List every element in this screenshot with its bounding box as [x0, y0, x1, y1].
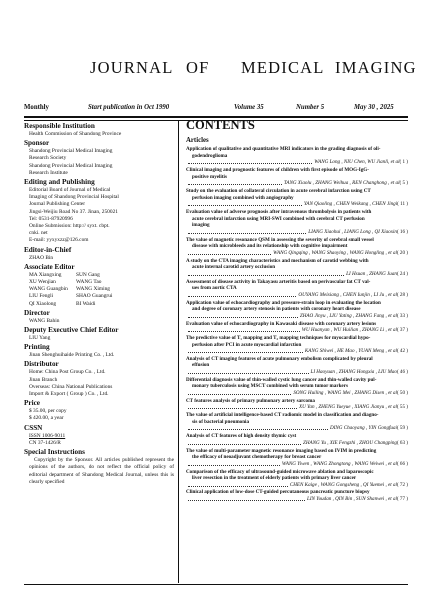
article-title	[186, 335, 408, 348]
article-title-line: and degree of coronary artery stenosis in patients with coronary heart disease	[192, 306, 361, 313]
associate-editor-name: WANG Guangbin	[29, 286, 68, 293]
masthead-line: Shandong Provincial Medical Imaging	[29, 148, 113, 155]
issue-date: May 30 , 2025	[354, 104, 394, 111]
article-entry[interactable]	[186, 279, 408, 299]
volume: Volume 35	[234, 104, 264, 111]
associate-editor-name: WANG Tao	[76, 279, 102, 286]
article-byline	[186, 201, 408, 208]
masthead-line: CN 37-1426/R	[29, 439, 61, 446]
masthead-line: ISSN 1006-9011	[29, 432, 66, 439]
article-authors: LIANG Xiaohui , LIANG Long , QI Xiaoxin	[308, 228, 397, 235]
article-title	[186, 146, 408, 159]
journal-title	[0, 58, 427, 98]
article-title-line: Evaluation value of adverse prognosis after intravenous thrombolysis in patients with	[186, 209, 372, 216]
article-list	[186, 146, 408, 502]
contents-column	[186, 118, 408, 503]
article-byline	[186, 482, 408, 489]
frequency: Monthly	[24, 104, 49, 111]
masthead-line: Home: China Post Group Co. , Ltd.	[29, 369, 106, 376]
article-authors: LIN Youdan , QIN Bin , SUN Shanwei , et al	[307, 496, 397, 503]
article-title-line: Clinical imaging and prognostic features of children with first episode of MOG-IgG-	[186, 167, 369, 174]
article-title-line: Evaluation value of echocardiography in Kawasaki disease with coronary artery lesions	[186, 320, 377, 327]
article-byline	[186, 348, 408, 355]
masthead-line: Jinan Branch	[29, 376, 58, 383]
article-page: ( 42 )	[396, 348, 408, 355]
leader-dots	[188, 444, 301, 445]
article-authors: OUYANG Meixiang , CHEN Iunjin , LI Ju , et al	[298, 291, 397, 298]
article-entry[interactable]	[186, 335, 408, 355]
article-byline	[186, 271, 408, 278]
masthead-column	[24, 121, 174, 486]
article-authors: WANG Yiwen , WANG Zhongtong , WANG Weiwei , et al	[281, 460, 397, 467]
article-entry[interactable]	[186, 321, 408, 334]
masthead-line: Health Commission of Shandong Province	[29, 131, 122, 137]
article-authors: KANG Shiwei , HE Mao , YUAN Meng , et al	[304, 348, 397, 355]
article-title-line: Comparison of the efficacy of ultrasound-guided microwave ablation and laparoscopic	[186, 468, 374, 475]
article-title	[186, 321, 408, 328]
article-page: ( 63 )	[396, 439, 408, 446]
article-entry[interactable]	[186, 448, 408, 468]
article-authors: WANG Qingqing , WANG Shaoying , WANG Hongling , et al	[273, 249, 397, 256]
article-byline	[186, 159, 408, 166]
masthead-line: Import & Export ( Group ) Co. , Ltd.	[29, 391, 109, 398]
article-title-line: effusion	[192, 362, 210, 369]
article-byline	[186, 496, 408, 503]
masthead-line: $ 420.00, a year	[29, 415, 64, 422]
journal-title-word-1: JOURNAL	[90, 58, 174, 77]
masthead-line: LIU Yang	[29, 335, 51, 342]
associate-editor-name: XU Wenjian	[29, 279, 56, 286]
article-byline	[186, 390, 408, 397]
article-title-line: The value of multi-parameter magnetic resonance imaging based on IVIM in predicting	[186, 447, 377, 454]
article-page: ( 16 )	[396, 228, 408, 235]
article-title	[186, 489, 408, 496]
associate-editor-name: BI Waidi	[76, 300, 96, 307]
leader-dots	[188, 233, 306, 234]
article-byline	[186, 313, 408, 320]
article-title	[186, 412, 408, 425]
associate-editor-row	[24, 286, 174, 293]
article-title-line: Application of qualitative and quantitative MRI indicators in the grading diagnosis of oli-	[186, 146, 381, 153]
article-page: ( 77 )	[396, 496, 408, 503]
leader-dots	[188, 429, 328, 430]
article-page: ( 46 )	[396, 369, 408, 376]
article-authors: WU Huanyan , WU Huilian , ZHANG Li , et al	[301, 327, 397, 334]
article-title-line: The predictive value of T₁ mapping and T₂ mapping techniques for myocardial hypo-	[186, 334, 371, 341]
article-page: ( 20 )	[396, 249, 408, 256]
masthead-section-heading: Deputy Executive Chief Editor	[24, 326, 119, 335]
article-title	[186, 469, 408, 482]
leader-dots	[188, 373, 309, 374]
article-authors: WANG Long , NIU Chen, WU Jianli, et al	[314, 159, 400, 166]
masthead-line: cnki. net	[29, 230, 48, 237]
masthead-section-heading: Special Instructions	[24, 448, 85, 457]
article-title-line: Clinical application of low-dose CT-guided percutaneous pancreatic puncture biopsy	[186, 489, 370, 496]
article-authors: ZHANG Yu , XIE Fengzhi , ZHOU Changping	[303, 439, 397, 446]
masthead-section-heading: Associate Editor	[24, 262, 75, 271]
masthead-section-heading: Editor-in-Chief	[24, 245, 72, 254]
article-title	[186, 188, 408, 201]
masthead-line: Research Society	[29, 155, 67, 162]
article-title-line: Study on the evaluation of collateral circulation in acute cerebral infarction using CT	[186, 188, 371, 195]
article-page: ( 55 )	[396, 404, 408, 411]
article-byline	[186, 369, 408, 376]
article-entry[interactable]	[186, 188, 408, 208]
associate-editor-row	[24, 272, 174, 279]
masthead-line: Tel: 0531-87920996	[29, 215, 73, 222]
article-title-line: ues from aortic CTA	[192, 285, 237, 292]
column-divider	[178, 121, 179, 583]
article-page: ( 5 )	[399, 180, 408, 187]
article-page: ( 37 )	[396, 327, 408, 334]
article-title-line: The value of magnetic resonance QSM in assessing the severity of cerebral small vessel	[186, 236, 374, 243]
associate-editor-row	[24, 279, 174, 286]
article-entry[interactable]	[186, 356, 408, 376]
article-authors: YAN Qiaoling , CHEN Weikang , CHEN Jingi	[303, 201, 398, 208]
article-byline	[186, 440, 408, 447]
article-entry[interactable]	[186, 433, 408, 446]
article-authors: ZHAO Jinyu , LIU Yating , ZHANG Fang , et al	[299, 312, 397, 319]
journal-title-word-2: OF	[186, 58, 210, 77]
article-title	[186, 433, 408, 440]
masthead-section-heading: Distributor	[24, 360, 59, 369]
article-authors: TANG Xiaolu , ZHANG Weihua , REN Changhong , et al	[283, 180, 400, 187]
issue-number: Number 5	[296, 104, 325, 111]
article-title	[186, 300, 408, 313]
article-title-line: the efficacy of neoadjuvant chemotherapy for breast cancer	[192, 454, 322, 461]
leader-dots	[188, 486, 288, 487]
issue-meta	[24, 104, 410, 114]
article-title-line: monary tuberculosis using MSCT combined with serum tumor markers	[192, 383, 348, 390]
article-page: ( 1 )	[399, 159, 408, 166]
article-entry[interactable]	[186, 167, 408, 187]
article-title	[186, 167, 408, 180]
article-title-line: CT features analysis of primary pulmonary artery sarcoma	[186, 397, 315, 404]
article-authors: SONG Huiling , WANG Mei , ZHANG Disen , et al	[293, 390, 397, 397]
associate-editor-name: SHAO Guangrui	[76, 293, 113, 300]
journal-title-word-4: IMAGING	[335, 58, 417, 77]
article-entry[interactable]	[186, 412, 408, 432]
leader-dots	[188, 254, 271, 255]
masthead-line: Journal Publishing Center	[29, 201, 85, 208]
article-title-line: The value of artificial intelligence-based CT radiomic model in classification and diagno-	[186, 412, 379, 419]
articles-heading: Articles	[186, 137, 209, 144]
article-byline	[186, 327, 408, 334]
masthead-section-heading: Price	[24, 399, 40, 408]
article-page: ( 28 )	[396, 291, 408, 298]
masthead-line: Jingsi-Weijiu Road No 37. Jinan, 250021	[29, 208, 118, 215]
associate-editor-name: WANG Ximing	[76, 286, 110, 293]
article-byline	[186, 250, 408, 257]
article-byline	[186, 404, 408, 411]
article-page: ( 24 )	[396, 270, 408, 277]
leader-dots	[188, 331, 300, 332]
article-title-line: liver resection in the treatment of elderly patients with primary liver cancer	[192, 475, 357, 482]
article-title-line: godendroglioma	[192, 152, 228, 159]
article-authors: LI Hsuan , ZHANG Juan	[346, 270, 397, 277]
article-entry[interactable]	[186, 209, 408, 235]
article-title	[186, 448, 408, 461]
article-byline	[186, 180, 408, 187]
masthead-line: Research Institute	[29, 169, 68, 176]
masthead-line: $ 35.00, per copy	[29, 408, 67, 415]
article-title	[186, 377, 408, 390]
leader-dots	[188, 500, 305, 501]
article-title-line: imaging	[192, 222, 210, 229]
article-page: ( 59 )	[396, 425, 408, 432]
article-title	[186, 356, 408, 369]
masthead-line: Jinan Shenghuihaide Printing Co. , Ltd.	[29, 352, 115, 359]
article-authors: DING Chaoyang , YIN Gongfuai	[330, 425, 397, 432]
masthead-line: Overseas: China National Publications	[29, 383, 113, 390]
article-byline	[186, 461, 408, 468]
masthead-section-heading: CSSN	[24, 423, 43, 432]
article-page: ( 11 )	[397, 201, 408, 208]
article-title-line: Assessment of disease activity in Takayasu arteritis based on perivascular fat CT val-	[186, 278, 371, 285]
article-title-line: sis of bacterial pneumonia	[192, 418, 250, 425]
article-title-line: A study on the CTA imaging characteristics and mechanism of carotid webbing with	[186, 257, 369, 264]
article-title-line: acute cerebral infarction using MRI-SWI combined with cerebral CT perfusion	[192, 215, 365, 222]
masthead-section-heading: Responsible Institution	[24, 122, 95, 130]
article-title-line: acute internal carotid artery occlusion	[192, 264, 276, 271]
leader-dots	[188, 317, 298, 318]
contents-heading: CONTENTS	[186, 118, 255, 132]
article-title-line: Analysis of CT imaging features of acute pulmonary embolism complicated by pleural	[186, 355, 373, 362]
article-byline	[186, 425, 408, 432]
article-byline	[186, 292, 408, 299]
leader-dots	[188, 408, 297, 409]
masthead-section-heading: Editing and Publishing	[24, 178, 95, 187]
masthead-line: Shandong Provincial Medical Imaging	[29, 162, 113, 169]
article-entry[interactable]	[186, 258, 408, 278]
article-title-line: Analysis of CT features of high density thymic cyst	[186, 433, 297, 440]
article-entry[interactable]	[186, 489, 408, 502]
article-page: ( 50 )	[396, 390, 408, 397]
masthead-line: Editorial Board of Journal of Medical	[29, 187, 111, 194]
associate-editor-row	[24, 293, 174, 300]
leader-dots	[188, 275, 344, 276]
article-title-line: disease with microbleeds and its relationship with cognitive impairment	[192, 243, 348, 250]
masthead-section-heading: Printing	[24, 343, 50, 352]
leader-dots	[188, 163, 312, 164]
article-entry[interactable]	[186, 300, 408, 320]
article-title	[186, 237, 408, 250]
article-authors: CHEN Kaige , WANG Gongsheng , QI Yuemei , et al	[289, 481, 397, 488]
masthead-line: Online Submission: http:// syxt. cbpt.	[29, 223, 110, 230]
masthead-line: Imaging of Shandong Provincial Hospital	[29, 194, 119, 201]
associate-editor-name: LIU Fengli	[29, 293, 54, 300]
article-authors: XU Yan , ZHENG Yueyue , XIANG Jianyu , et al	[298, 404, 397, 411]
article-title	[186, 209, 408, 229]
leader-dots	[188, 465, 280, 466]
start-publication: Start publication in Oct 1990	[88, 104, 170, 111]
article-title-line: perfusion after PCI in acute myocardial infarction	[192, 341, 302, 348]
article-title	[186, 279, 408, 292]
journal-title-word-3: MEDICAL	[241, 58, 325, 77]
article-byline	[186, 229, 408, 236]
associate-editor-name: SUN Gang	[76, 271, 100, 278]
article-authors: LI Haoyuan , ZHANG Hongxia , LIU Mao	[310, 369, 397, 376]
article-title-line: Application value of echocardiography and pressure-strain loop in evaluating the location	[186, 299, 381, 306]
article-entry[interactable]	[186, 469, 408, 489]
article-entry[interactable]	[186, 146, 408, 166]
article-page: ( 66 )	[396, 460, 408, 467]
article-entry[interactable]	[186, 398, 408, 411]
masthead-line: E-mail: yyxyxzz@126.com	[29, 237, 89, 244]
article-title	[186, 258, 408, 271]
masthead-section-heading: Sponsor	[24, 139, 50, 148]
leader-dots	[188, 352, 303, 353]
article-page: ( 72 )	[396, 481, 408, 488]
article-title	[186, 398, 408, 405]
associate-editor-name: QI Xiaolong	[29, 300, 57, 307]
article-title-line: perfusion imaging combined with angiography	[192, 194, 294, 201]
leader-dots	[188, 205, 302, 206]
article-page: ( 33 )	[396, 312, 408, 319]
masthead-line: WANG Bahin	[29, 317, 60, 324]
leader-dots	[188, 296, 296, 297]
leader-dots	[188, 184, 282, 185]
article-entry[interactable]	[186, 237, 408, 257]
masthead-section-heading: Director	[24, 308, 50, 317]
associate-editor-name: MA Xiangxing	[29, 271, 62, 278]
article-title-line: Differential diagnosis value of thin-walled cystic lung cancer and thin-walled cavity pul-	[186, 376, 377, 383]
article-entry[interactable]	[186, 377, 408, 397]
associate-editor-row	[24, 301, 174, 308]
article-title-line: positive myelitis	[192, 173, 227, 180]
masthead-line: Copyright by the Sponsor. All articles published represent the opinions of the authors, do not reflect the official policy of editorial department of Shandong Medical Journal, unless this is clearly specified	[29, 457, 174, 485]
footer-rule	[24, 584, 408, 585]
leader-dots	[188, 394, 291, 395]
masthead-line: ZHAO Bin	[29, 254, 54, 261]
